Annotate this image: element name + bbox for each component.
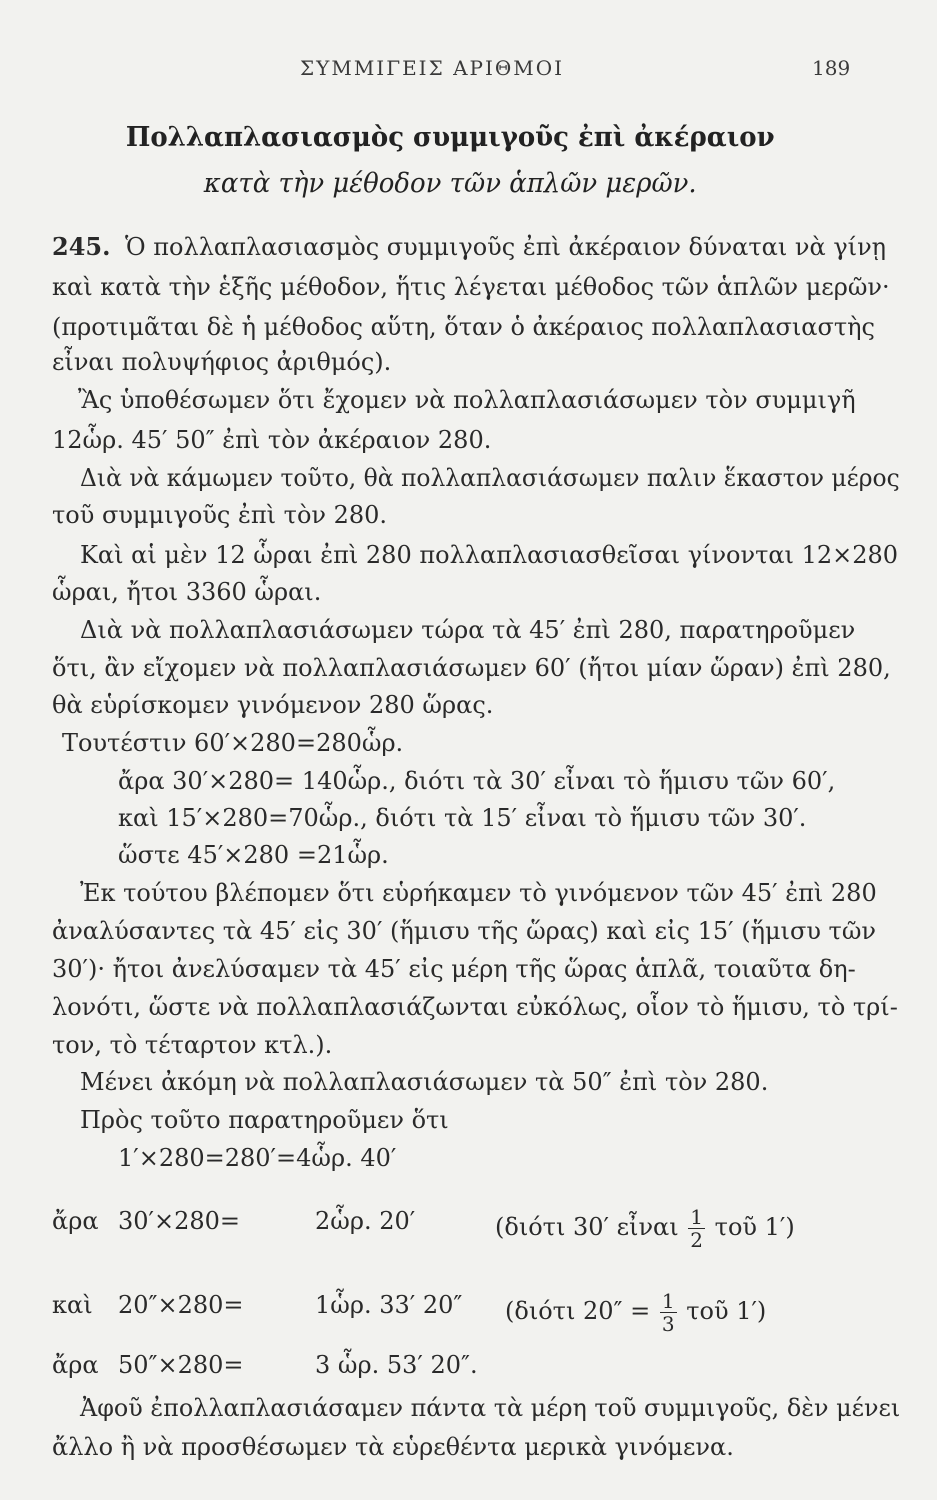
calc-row-3-word: ἄρα [52, 1351, 99, 1379]
body-line-12: ὅτι, ἂν εἴχομεν νὰ πολλαπλασιάσωμεν 60′ (ἤτοι μίαν ὥραν) ἐπὶ 280, [52, 654, 891, 682]
body-line-10: ὧραι, ἤτοι 3360 ὧραι. [52, 578, 322, 606]
body-line-1: Ὁ πολλαπλασιασμὸς συμμιγοῦς ἐπὶ ἀκέραιον δύναται νὰ γίνῃ [125, 233, 887, 261]
body-line-7: Διὰ νὰ κάμωμεν τοῦτο, θὰ πολλαπλασιάσωμεν παλιν ἕκαστον μέρος [80, 464, 900, 492]
body-line-20: 30′)· ἤτοι ἀνελύσαμεν τὰ 45′ εἰς μέρη τῆς ὥρας ἁπλᾶ, τοιαῦτα δη- [52, 955, 856, 983]
section-heading-line-2: κατὰ τὴν μέθοδον τῶν ἁπλῶν μερῶν. [203, 168, 697, 199]
body-line-11: Διὰ νὰ πολλαπλασιάσωμεν τώρα τὰ 45′ ἐπὶ 280, παρατηροῦμεν [80, 616, 856, 644]
calc-row-1-note [495, 1206, 795, 1251]
body-line-13: θὰ εὑρίσκομεν γινόμενον 280 ὥρας. [52, 691, 494, 719]
calc-row-1-word: ἄρα [52, 1207, 99, 1235]
fraction-denominator: 3 [661, 1312, 675, 1336]
calc-row-3-expr: 50″×280= [118, 1351, 244, 1379]
calc-row-2-expr: 20″×280= [118, 1291, 244, 1319]
body-line-6: 12ὧρ. 45′ 50″ ἐπὶ τὸν ἀκέραιον 280. [52, 426, 492, 454]
body-line-8: τοῦ συμμιγοῦς ἐπὶ τὸν 280. [52, 501, 388, 529]
body-line-25: 1′×280=280′=4ὧρ. 40′ [118, 1144, 397, 1172]
body-line-19: ἀναλύσαντες τὰ 45′ εἰς 30′ (ἥμισυ τῆς ὥρας) καὶ εἰς 15′ (ἥμισυ τῶν [52, 917, 876, 945]
calc-row-1-note-end: τοῦ 1′) [714, 1213, 795, 1241]
body-line-14: Τουτέστιν 60′×280=280ὧρ. [62, 729, 404, 757]
body-line-15: ἄρα 30′×280= 140ὧρ., διότι τὰ 30′ εἶναι τὸ ἥμισυ τῶν 60′, [118, 767, 836, 795]
body-line-4: εἶναι πολυψήφιος ἀριθμός). [52, 348, 392, 376]
fraction-denominator: 2 [690, 1228, 704, 1252]
body-line-23: Μένει ἀκόμη νὰ πολλαπλασιάσωμεν τὰ 50″ ἐπὶ τὸν 280. [80, 1068, 769, 1096]
body-line-18: Ἐκ τούτου βλέπομεν ὅτι εὑρήκαμεν τὸ γινόμενον τῶν 45′ ἐπὶ 280 [80, 879, 877, 907]
fraction-numerator: 1 [661, 1289, 675, 1313]
body-line-21: λονότι, ὥστε νὰ πολλαπλασιάζωνται εὐκόλως, οἷον τὸ ἥμισυ, τὸ τρί- [52, 993, 898, 1021]
fraction-one-third [660, 1290, 677, 1335]
final-line-1: Ἀφοῦ ἐπολλαπλασιάσαμεν πάντα τὰ μέρη τοῦ συμμιγοῦς, δὲν μένει [80, 1394, 901, 1422]
calc-row-2-result: 1ὧρ. 33′ 20″ [315, 1291, 463, 1319]
calc-row-2-note-text: (διότι 20″ = [505, 1297, 651, 1325]
page-number: 189 [812, 56, 851, 80]
body-line-9: Καὶ αἱ μὲν 12 ὧραι ἐπὶ 280 πολλαπλασιασθεῖσαι γίνονται 12×280 [80, 541, 899, 569]
calc-row-3-result: 3 ὧρ. 53′ 20″. [315, 1351, 478, 1379]
body-line-16: καὶ 15′×280=70ὧρ., διότι τὰ 15′ εἶναι τὸ ἥμισυ τῶν 30′. [118, 804, 807, 832]
calc-row-1-note-text: (διότι 30′ εἶναι [495, 1213, 679, 1241]
final-line-2: ἄλλο ἢ νὰ προσθέσωμεν τὰ εὑρεθέντα μερικὰ γινόμενα. [52, 1433, 734, 1461]
fraction-numerator: 1 [690, 1205, 704, 1229]
body-line-3: (προτιμᾶται δὲ ἡ μέθοδος αὕτη, ὅταν ὁ ἀκέραιος πολλαπλασιαστὴς [52, 313, 875, 341]
body-line-24: Πρὸς τοῦτο παρατηροῦμεν ὅτι [80, 1106, 449, 1134]
body-line-5: Ἂς ὑποθέσωμεν ὅτι ἔχομεν νὰ πολλαπλασιάσωμεν τὸν συμμιγῆ [78, 386, 856, 414]
running-title: ΣΥΜΜΙΓΕΙΣ ΑΡΙΘΜΟΙ [300, 56, 565, 80]
section-number: 245. [52, 232, 111, 261]
body-line-2: καὶ κατὰ τὴν ἑξῆς μέθοδον, ἥτις λέγεται μέθοδος τῶν ἁπλῶν μερῶν· [52, 273, 890, 301]
body-line-22: τον, τὸ τέταρτον κτλ.). [52, 1031, 333, 1059]
fraction-one-half [688, 1206, 705, 1251]
body-line-17: ὥστε 45′×280 =21ὧρ. [118, 841, 389, 869]
calc-row-2-word: καὶ [52, 1291, 93, 1319]
calc-row-1-result: 2ὧρ. 20′ [315, 1207, 416, 1235]
calc-row-2-note [505, 1290, 766, 1335]
calc-row-2-note-end: τοῦ 1′) [686, 1297, 767, 1325]
section-heading-line-1: Πολλαπλασιασμὸς συμμιγοῦς ἐπὶ ἀκέραιον [125, 122, 775, 153]
calc-row-1-expr: 30′×280= [118, 1207, 241, 1235]
